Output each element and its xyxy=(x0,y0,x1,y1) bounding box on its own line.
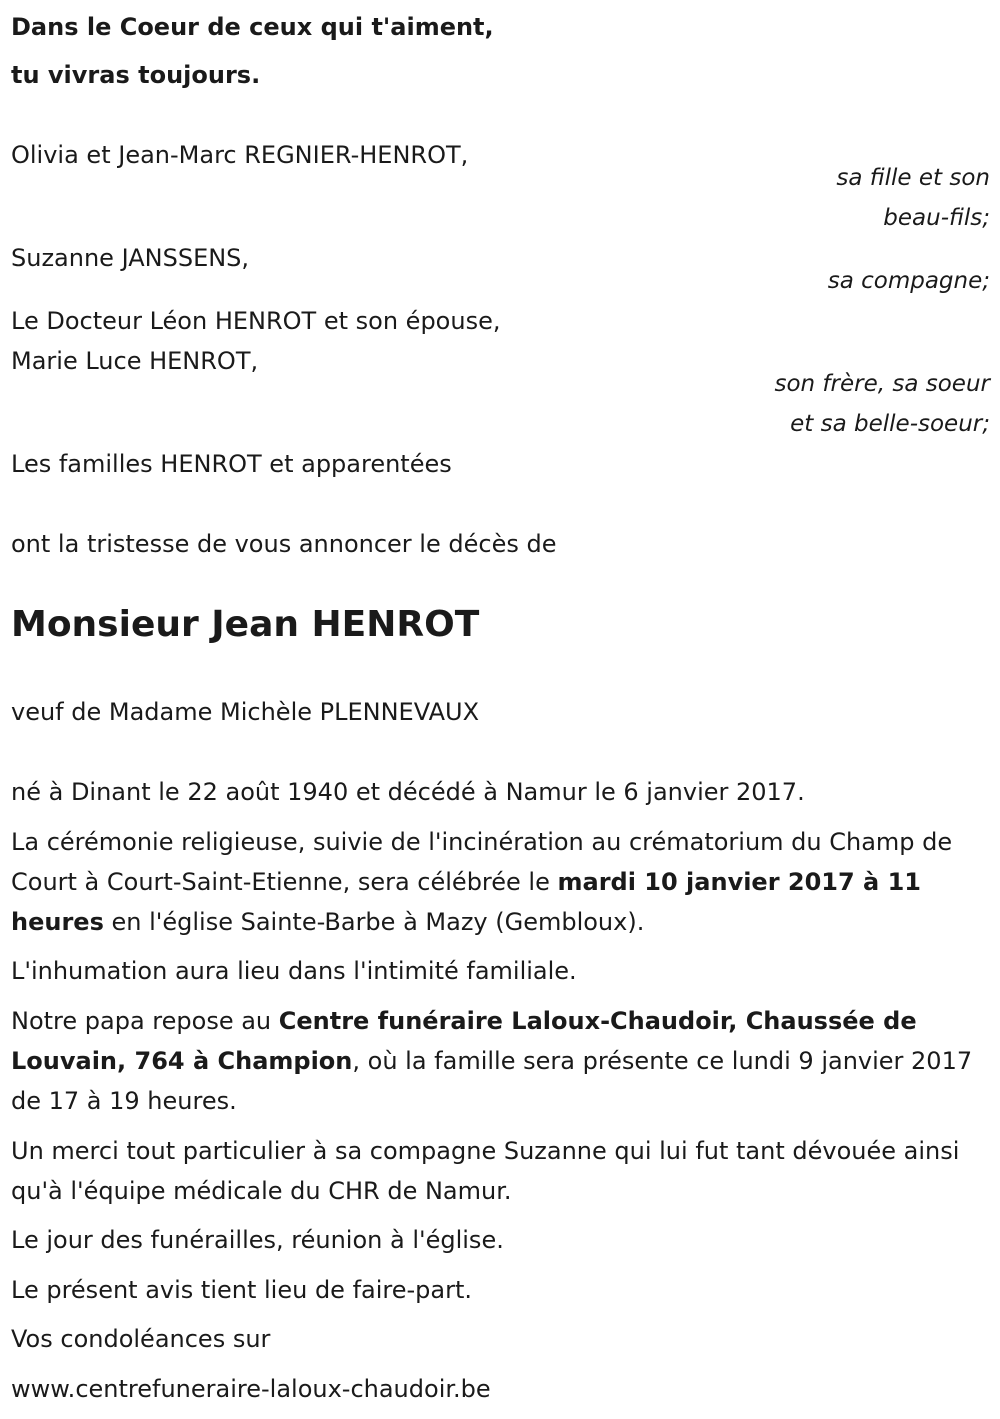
ceremony-paragraph xyxy=(11,822,991,942)
burial-line: L'inhumation aura lieu dans l'intimité familiale. xyxy=(11,957,577,985)
condolences-label: Vos condoléances sur xyxy=(11,1325,271,1353)
family-member-companion: Suzanne JANSSENS, xyxy=(11,244,250,272)
repose-paragraph xyxy=(11,1001,991,1121)
repose-place: Centre funéraire Laloux-Chaudoir, Chaussée de Louvain, 764 à Champion xyxy=(11,1007,917,1075)
condolences-link[interactable]: www.centrefuneraire-laloux-chaudoir.be xyxy=(11,1375,491,1403)
relation-brother-line-2: et sa belle-soeur; xyxy=(790,411,990,437)
relation-companion: sa compagne; xyxy=(827,268,990,294)
meeting-line: Le jour des funérailles, réunion à l'église. xyxy=(11,1226,504,1254)
thanks-paragraph: Un merci tout particulier à sa compagne Suzanne qui lui fut tant dévouée ainsi qu'à l'équipe médicale du CHR de Namur. xyxy=(11,1137,960,1205)
epigraph-line-2: tu vivras toujours. xyxy=(11,61,261,89)
notice-line: Le présent avis tient lieu de faire-part. xyxy=(11,1276,473,1304)
repose-text-before: Notre papa repose au xyxy=(11,1007,279,1035)
ceremony-date: mardi 10 janvier 2017 à 11 heures xyxy=(11,868,922,936)
repose-text-after: , où la famille sera présente ce lundi 9 janvier 2017 de 17 à 19 heures. xyxy=(11,1047,973,1115)
family-member-daughter: Olivia et Jean-Marc REGNIER-HENROT, xyxy=(11,141,469,169)
birth-death-line: né à Dinant le 22 août 1940 et décédé à Namur le 6 janvier 2017. xyxy=(11,778,805,806)
relation-daughter-line-1: sa fille et son xyxy=(836,165,990,191)
family-member-brother: Le Docteur Léon HENROT et son épouse, xyxy=(11,307,501,335)
relation-brother-line-1: son frère, sa soeur xyxy=(774,371,990,397)
announcement: ont la tristesse de vous annoncer le décès de xyxy=(11,530,557,558)
family-member-sister: Marie Luce HENROT, xyxy=(11,347,259,375)
ceremony-text-before: La cérémonie religieuse, suivie de l'incinération au crématorium du Champ de Court à Court-Saint-Etienne, sera célébrée le xyxy=(11,828,953,896)
relation-daughter-line-2: beau-fils; xyxy=(883,205,990,231)
epigraph-line-1: Dans le Coeur de ceux qui t'aiment, xyxy=(11,13,494,41)
family-relatives: Les familles HENROT et apparentées xyxy=(11,450,452,478)
deceased-name: Monsieur Jean HENROT xyxy=(11,604,480,645)
widower-line: veuf de Madame Michèle PLENNEVAUX xyxy=(11,698,480,726)
ceremony-text-after: en l'église Sainte-Barbe à Mazy (Gembloux). xyxy=(103,908,645,936)
